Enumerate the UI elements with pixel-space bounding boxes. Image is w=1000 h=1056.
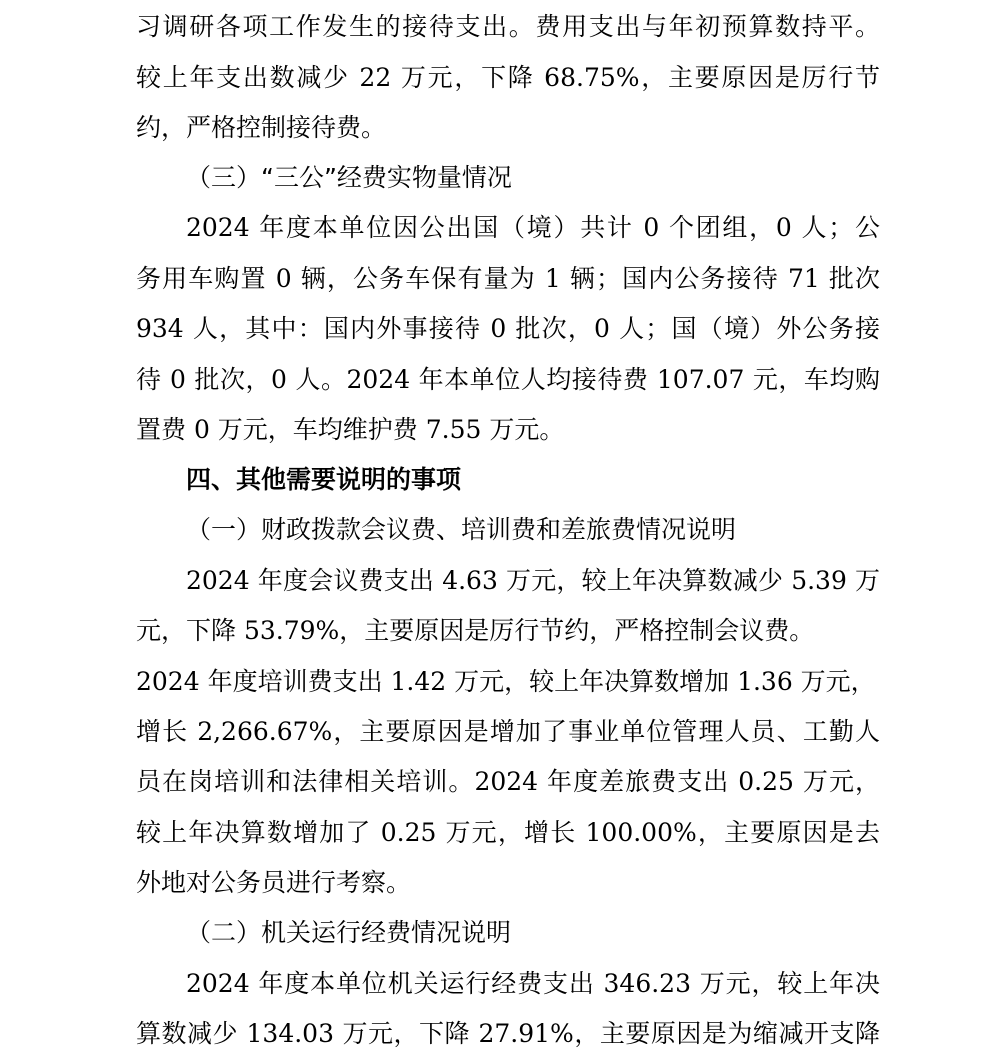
paragraph-line: 员在岗培训和法律相关培训。2024 年度差旅费支出 0.25 万元， xyxy=(136,767,880,796)
subsection-heading: （三）“三公”经费实物量情况 xyxy=(186,163,512,192)
paragraph-line: 约，严格控制接待费。 xyxy=(136,113,387,142)
section-heading: 四、其他需要说明的事项 xyxy=(186,465,462,494)
paragraph-line: 务用车购置 0 辆，公务车保有量为 1 辆；国内公务接待 71 批次 xyxy=(136,264,880,293)
paragraph-line: 934 人，其中：国内外事接待 0 批次，0 人；国（境）外公务接 xyxy=(136,314,880,343)
paragraph-line: 置费 0 万元，车均维护费 7.55 万元。 xyxy=(136,415,565,444)
paragraph-line: 2024 年度本单位因公出国（境）共计 0 个团组，0 人；公 xyxy=(186,213,880,242)
subsection-heading: （二）机关运行经费情况说明 xyxy=(186,918,512,947)
paragraph-line: 2024 年度培训费支出 1.42 万元，较上年决算数增加 1.36 万元， xyxy=(136,667,876,696)
subsection-heading: （一）财政拨款会议费、培训费和差旅费情况说明 xyxy=(186,515,737,544)
paragraph-line: 2024 年度本单位机关运行经费支出 346.23 万元，较上年决 xyxy=(186,969,880,998)
paragraph-line: 增长 2,266.67%，主要原因是增加了事业单位管理人员、工勤人 xyxy=(136,717,880,746)
paragraph-line: 算数减少 134.03 万元，下降 27.91%，主要原因是为缩减开支降 xyxy=(136,1019,880,1048)
paragraph-line: 外地对公务员进行考察。 xyxy=(136,868,412,897)
paragraph-line: 元，下降 53.79%，主要原因是厉行节约，严格控制会议费。 xyxy=(136,616,815,645)
paragraph-line: 较上年决算数增加了 0.25 万元，增长 100.00%，主要原因是去 xyxy=(136,818,880,847)
paragraph-line: 较上年支出数减少 22 万元，下降 68.75%，主要原因是厉行节 xyxy=(136,63,880,92)
paragraph-line: 2024 年度会议费支出 4.63 万元，较上年决算数减少 5.39 万 xyxy=(186,566,880,595)
paragraph-line: 待 0 批次，0 人。2024 年本单位人均接待费 107.07 元，车均购 xyxy=(136,365,880,394)
paragraph-line: 习调研各项工作发生的接待支出。费用支出与年初预算数持平。 xyxy=(136,12,880,41)
